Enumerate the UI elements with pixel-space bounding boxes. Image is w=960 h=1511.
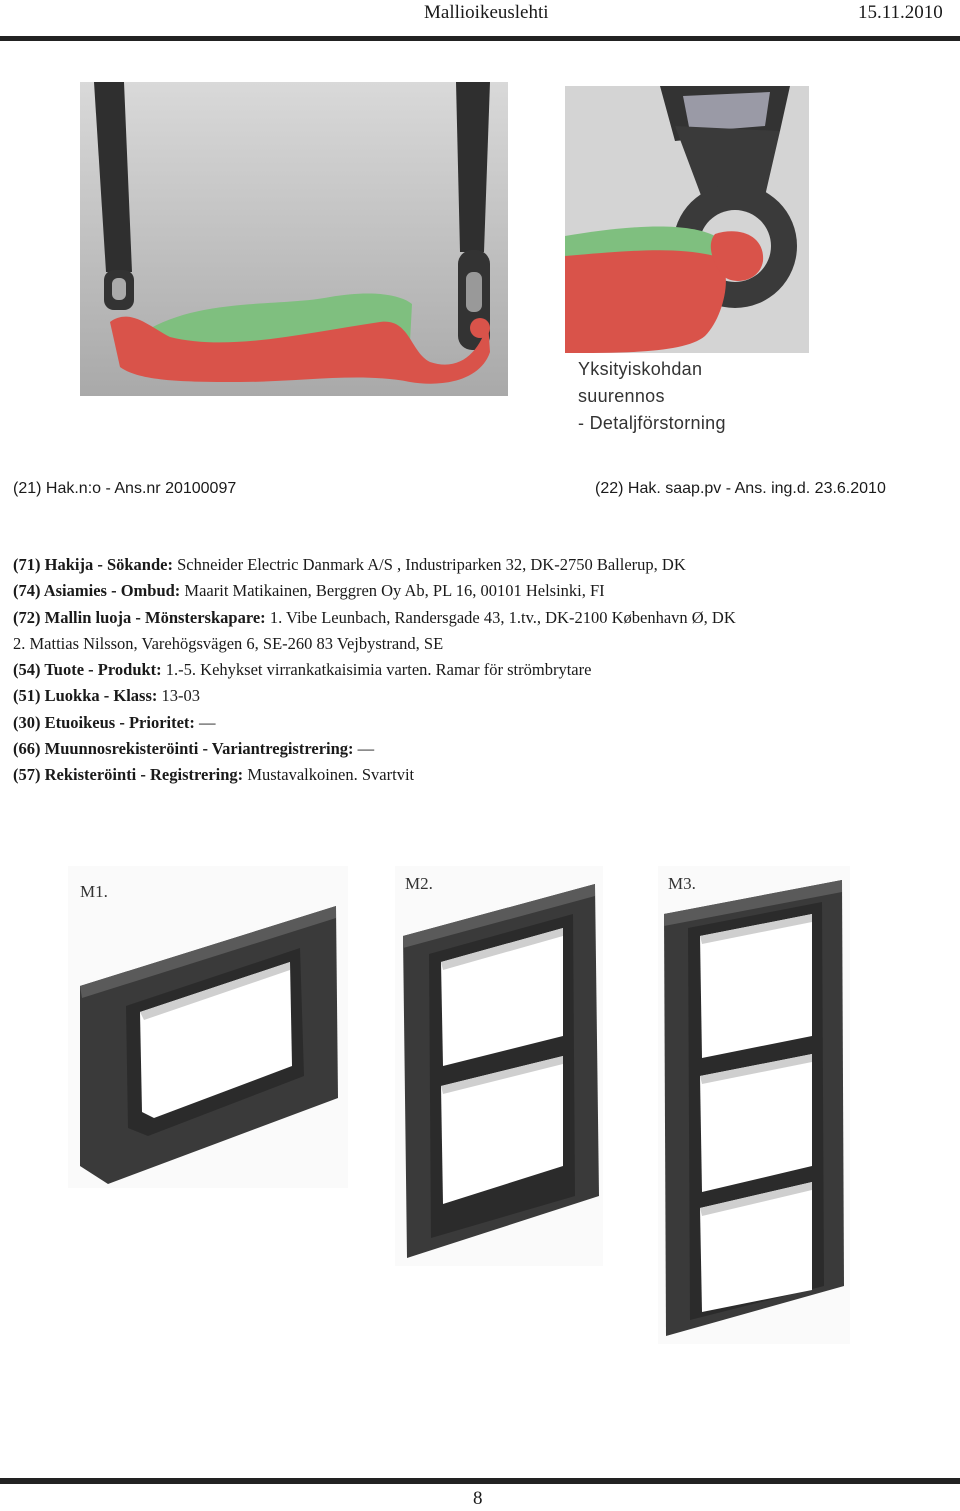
detail-row-product bbox=[13, 657, 943, 683]
handle-photo bbox=[80, 82, 508, 396]
publication-date: 15.11.2010 bbox=[858, 2, 943, 23]
detail-row-designer-2 bbox=[13, 631, 943, 657]
caption-line: suurennos bbox=[578, 386, 665, 406]
detail-label: (71) Hakija - Sökande: bbox=[13, 555, 173, 574]
detail-row-class bbox=[13, 683, 943, 709]
frame-single-icon bbox=[68, 866, 348, 1188]
figure-m3 bbox=[658, 866, 850, 1344]
detail-label: (66) Muunnosrekisteröinti - Variantregistrering: bbox=[13, 739, 354, 759]
figure-label: M2. bbox=[405, 874, 433, 893]
detail-value: Mustavalkoinen. Svartvit bbox=[243, 765, 415, 785]
detail-photo-icon bbox=[565, 86, 809, 353]
detail-value: Maarit Matikainen, Berggren Oy Ab, PL 16, 00101 Helsinki, FI bbox=[180, 581, 605, 601]
detail-label: (57) Rekisteröinti - Registrering: bbox=[13, 765, 244, 785]
page-number: 8 bbox=[473, 1488, 483, 1509]
detail-label: (30) Etuoikeus - Prioritet: bbox=[13, 712, 195, 732]
figure-label: M3. bbox=[668, 874, 696, 893]
detail-row-registration bbox=[13, 762, 943, 788]
figure-m2 bbox=[395, 866, 603, 1266]
detail-label: (74) Asiamies - Ombud: bbox=[13, 581, 181, 601]
filing-date: (22) Hak. saap.pv - Ans. ing.d. 23.6.2010 bbox=[595, 480, 886, 497]
detail-row-designer bbox=[13, 605, 943, 631]
figure-m1 bbox=[68, 866, 348, 1188]
publication-title: Mallioikeuslehti bbox=[424, 2, 549, 23]
detail-label: (54) Tuote - Produkt: bbox=[13, 660, 162, 680]
caption-line: - Detaljförstorning bbox=[578, 413, 726, 433]
detail-row-variant bbox=[13, 736, 943, 762]
detail-row-priority bbox=[13, 710, 943, 736]
detail-label: (51) Luokka - Klass: bbox=[13, 686, 158, 706]
detail-value: 1.-5. Kehykset virrankatkaisimia varten. Ramar för strömbrytare bbox=[161, 660, 592, 680]
detail-value: 1. Vibe Leunbach, Randersgade 43, 1.tv., DK-2100 København Ø, DK bbox=[265, 607, 736, 627]
frame-double-icon bbox=[395, 866, 603, 1266]
handle-photo-icon bbox=[80, 82, 508, 396]
detail-value: — bbox=[194, 712, 216, 732]
application-number: (21) Hak.n:o - Ans.nr 20100097 bbox=[13, 480, 237, 497]
registration-details bbox=[13, 552, 943, 789]
detail-label: (72) Mallin luoja - Mönsterskapare: bbox=[13, 607, 266, 627]
detail-row-agent bbox=[13, 578, 943, 604]
detail-photo bbox=[565, 86, 809, 353]
header-rule bbox=[0, 36, 960, 41]
caption-line: Yksityiskohdan bbox=[578, 359, 703, 379]
detail-caption bbox=[578, 356, 726, 437]
detail-value: 2. Mattias Nilsson, Varehögsvägen 6, SE-260 83 Vejbystrand, SE bbox=[13, 633, 444, 653]
footer-rule bbox=[0, 1478, 960, 1484]
detail-value: Schneider Electric Danmark A/S , Industriparken 32, DK-2750 Ballerup, DK bbox=[172, 555, 686, 574]
figure-label: M1. bbox=[80, 882, 108, 901]
frame-triple-icon bbox=[658, 866, 850, 1344]
detail-row-applicant bbox=[13, 552, 943, 578]
detail-value: — bbox=[353, 739, 375, 759]
detail-value: 13-03 bbox=[157, 686, 201, 706]
